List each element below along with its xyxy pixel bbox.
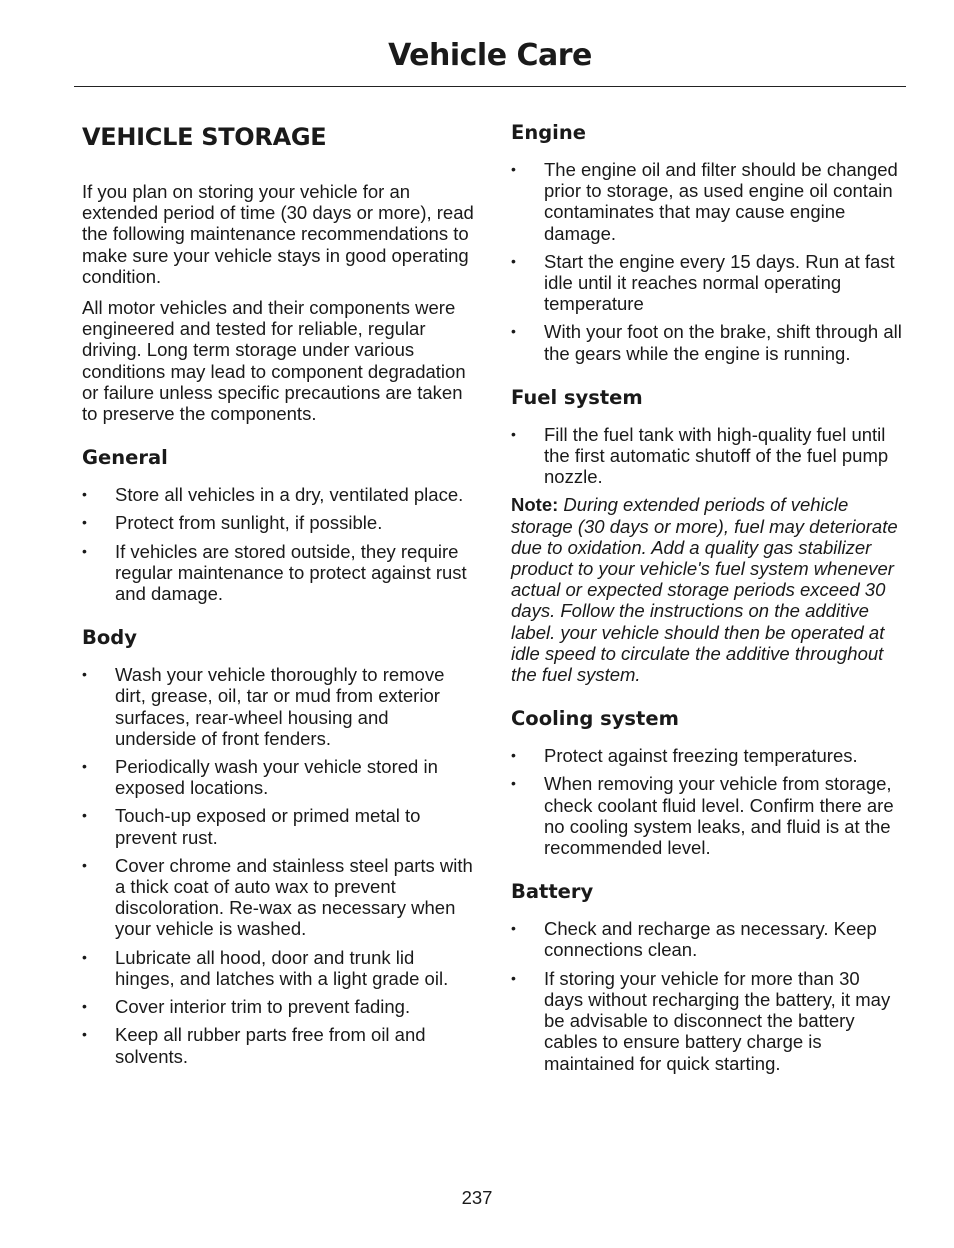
list-item: • When removing your vehicle from storage, check coolant fluid level. Confirm there are no cooling system leaks, and fluid is at the recommended level.	[511, 773, 894, 859]
bullet-icon: •	[511, 323, 516, 340]
list-item: • Fill the fuel tank with high-quality fuel until the first automatic shutoff of the fuel pump nozzle.	[511, 423, 889, 488]
bullet-icon: •	[82, 666, 87, 683]
bullet-icon: •	[82, 1026, 87, 1043]
general-list	[82, 484, 474, 604]
bullet-icon: •	[82, 998, 87, 1015]
bullet-icon: •	[511, 252, 516, 269]
battery-list	[511, 918, 903, 1073]
body-list	[82, 664, 474, 1066]
note-label: Note:	[511, 494, 559, 516]
list-item: • Keep all rubber parts free from oil and solvents.	[82, 1024, 426, 1067]
section-title-vehicle-storage: VEHICLE STORAGE	[82, 123, 327, 151]
bullet-icon: •	[511, 775, 516, 792]
list-item: • Protect from sunlight, if possible.	[82, 512, 383, 534]
subhead-general: General	[82, 446, 168, 470]
list-item: • The engine oil and filter should be changed prior to storage, as used engine oil contain contaminates that may cause engine damage.	[511, 159, 898, 244]
bullet-icon: •	[511, 425, 516, 442]
subhead-cooling-system: Cooling system	[511, 707, 679, 731]
page-title: Vehicle Care	[388, 38, 592, 73]
engine-list	[511, 159, 903, 364]
bullet-icon: •	[82, 948, 87, 965]
list-item: • Touch-up exposed or primed metal to prevent rust.	[82, 805, 421, 848]
bullet-icon: •	[511, 161, 516, 177]
subhead-body: Body	[82, 626, 137, 650]
bullet-icon: •	[82, 542, 87, 559]
list-item: • Protect against freezing temperatures.	[511, 745, 858, 767]
right-column	[511, 119, 903, 1081]
page-header	[74, 34, 906, 87]
list-item: • Lubricate all hood, door and trunk lid hinges, and latches with a light grade oil.	[82, 946, 449, 989]
list-item: • Check and recharge as necessary. Keep connections clean.	[511, 918, 877, 961]
bullet-icon: •	[82, 486, 87, 503]
fuel-list	[511, 424, 903, 488]
list-item: • Cover interior trim to prevent fading.	[82, 996, 411, 1018]
bullet-icon: •	[82, 807, 87, 824]
subhead-battery: Battery	[511, 880, 594, 904]
fuel-note	[511, 494, 903, 685]
list-item: • If vehicles are stored outside, they require regular maintenance to protect against rust and damage.	[82, 540, 467, 605]
bullet-icon: •	[511, 747, 516, 764]
subhead-engine: Engine	[511, 121, 586, 144]
list-item: • Store all vehicles in a dry, ventilated place.	[82, 484, 464, 506]
intro-paragraph: All motor vehicles and their components were engineered and tested for reliable, regular driving. Long term storage under various conditions may lead to component degradation or failure unless specific precautions are taken to preserve the components.	[82, 297, 466, 425]
left-column	[82, 116, 474, 1074]
bullet-icon: •	[82, 758, 87, 775]
bullet-icon: •	[82, 514, 87, 531]
list-item: • If storing your vehicle for more than 30 days without recharging the battery, it may be advisable to disconnect the battery cables to ensure battery charge is maintained for quick starting.	[511, 967, 891, 1074]
list-item: • Cover chrome and stainless steel parts with a thick coat of auto wax to prevent discoloration. Re-wax as necessary when your vehicle is washed.	[82, 854, 473, 940]
note-body: During extended periods of vehicle storage (30 days or more), fuel may deteriorate due to oxidation. Add a quality gas stabilizer product to your vehicle's fuel system whenever actual or expected storage periods exceed 30 days. Follow the instructions on the additive label. your vehicle should then be operated at idle speed to circulate the additive throughout the fuel system.	[511, 494, 898, 686]
bullet-icon: •	[82, 856, 87, 873]
list-item: • Wash your vehicle thoroughly to remove dirt, grease, oil, tar or mud from exterior surfaces, rear-wheel housing and underside of front fenders.	[82, 664, 445, 749]
intro-paragraph: If you plan on storing your vehicle for an extended period of time (30 days or more), read the following maintenance recommendations to make sure your vehicle stays in good operating condition.	[82, 181, 474, 287]
list-item: • With your foot on the brake, shift through all the gears while the engine is running.	[511, 321, 902, 364]
page-number: 237	[461, 1187, 493, 1208]
list-item: • Start the engine every 15 days. Run at fast idle until it reaches normal operating temperature	[511, 250, 895, 315]
bullet-icon: •	[511, 969, 516, 986]
subhead-fuel-system: Fuel system	[511, 385, 643, 409]
cooling-list	[511, 745, 903, 858]
bullet-icon: •	[511, 920, 516, 937]
list-item: • Periodically wash your vehicle stored in exposed locations.	[82, 756, 438, 799]
